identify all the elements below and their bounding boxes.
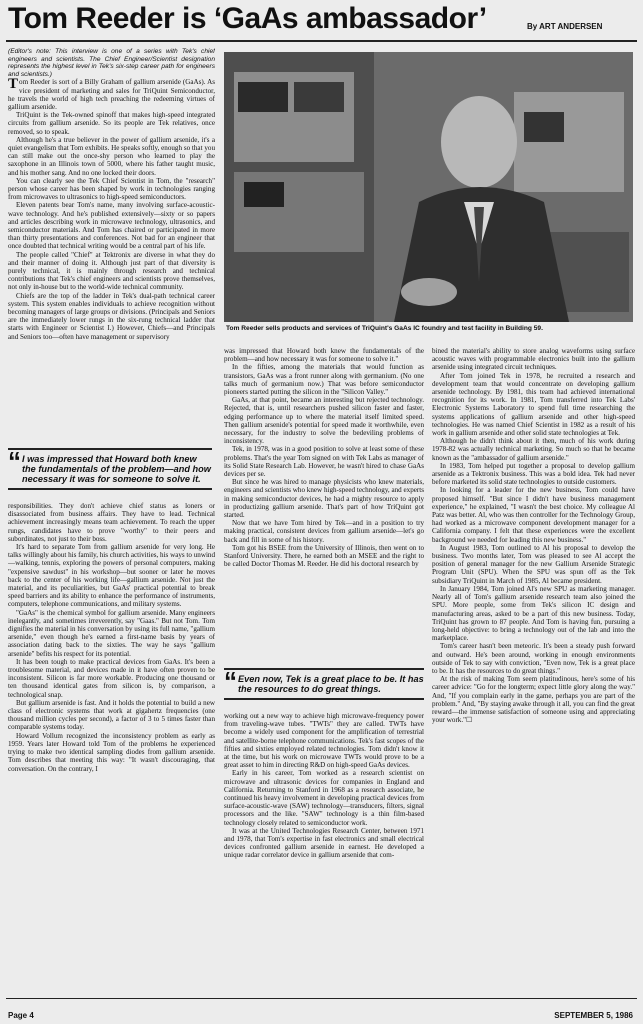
header-rule xyxy=(6,40,637,42)
paragraph: bined the material's ability to store analog waveforms using surface acoustic waves with programmable electronics built into the gallium arsenide using integrated circuit techniques. xyxy=(432,347,635,372)
headline: Tom Reeder is ‘GaAs ambassador’ xyxy=(8,2,487,35)
paragraph: You can clearly see the Tek Chief Scientist in Tom, the "research" person whose career has been shaped by work in technologies ranging from microwaves to ultrasonics to high-speed semiconductors. xyxy=(8,176,215,202)
paragraph: was impressed that Howard both knew the fundamentals of the problem—and how necessary it was for someone to solve it." xyxy=(224,347,424,364)
photo-tom-reeder xyxy=(224,52,633,322)
page-number: Page 4 xyxy=(8,1011,34,1020)
column-1-bottom xyxy=(8,502,215,994)
paragraph: responsibilities. They don't achieve chief status as loners or disassociated from business affairs. They have to lead. Technical achievement increasingly means team achievement. To reach the upper rungs, candidates have to prove "worthy" to their peers and subordinates, not just to their boss. xyxy=(8,502,215,543)
pull-quote-howard: “ I was impressed that Howard both knew the fundamentals of the problem—and how necessary it was for someone to solve it. xyxy=(8,448,212,490)
footer-rule xyxy=(6,998,637,999)
paragraph: Although he didn't think about it then, much of his work during 1978-82 was actually technical marketing. So much so that he became known as the "ambassador of gallium arsenide." xyxy=(432,437,635,462)
paragraph: At the risk of making Tom seem platitudinous, here's some of his career advice: "Go for the longterm; expect little glory along the way." And, "If you complain early in the game, perhaps you are part of the problem." And, "By staying awake through it all, you can find the great reward—the immense satisfaction of someone using and appreciating your work."☐ xyxy=(432,675,635,725)
paragraph: In January 1984, Tom joined Al's new SPU as marketing manager. Nearly all of Tom's gallium arsenide research team also joined the SPU. More people, some from Tek's silicon IC design and manufacturing areas, asked to be a part of this new business. Today, TriQuint has grown to 87 people. And Tom is having fun, pursuing a long-held objective: to bring a technology out of the lab and into the marketplace. xyxy=(432,584,635,643)
editors-note: (Editor's note: This interview is one of a series with Tek's chief engineers and scientists. The Chief Engineer/Scientist designation represents the highest level in Tek's six-step career path for engineers and scientists.) xyxy=(8,48,215,78)
column-1-top xyxy=(8,48,215,440)
paragraph: But gallium arsenide is fast. And it holds the potential to build a new class of electronic systems that work at gigahertz frequencies (one thousand million cycles per second), a factor of 3 to 5 times faster than comparable systems today. xyxy=(8,698,215,732)
byline: By ART ANDERSEN xyxy=(527,22,603,31)
paragraph: In looking for a leader for the new business, Tom could have proposed himself. "But since I didn't have business management experience," he explained, "I wasn't the best choice. My colleague Al Patz was better. Al, who was then controller for the Technology Group, had worked as a microwave component development manager for a California company. I felt that these experiences were the excellent background we needed for leading this new business." xyxy=(432,486,635,544)
column-2-bottom xyxy=(224,712,424,994)
paragraph: Howard Vollum recognized the inconsistency problem as early as 1959. Years later Howard told Tom of the problems he experienced trying to make two identical sampling diodes from gallium arsenide. Tom describes that meeting this way: "It wasn't discouraging, that conversation. On the contrary, I xyxy=(8,731,215,773)
paragraph: Chiefs are the top of the ladder in Tek's dual-path technical career system. This system enables individuals to achieve recognition without becoming managers of large groups or divisions. (Principals and Seniors are the immediately lower rungs in the six-rung technical ladder that starts with Engineer or Scientist I.) However, Chiefs—and Principals and Seniors too—often have management or supervisory xyxy=(8,291,215,341)
paragraph: In 1983, Tom helped put together a proposal to develop gallium arsenide as a Tektronix business. This was a bold idea. Tek had never before marketed its solid state technologies to outside customers. xyxy=(432,461,635,487)
paragraph: It was at the United Technologies Research Center, between 1971 and 1978, that Tom's expertise in fast electronics and small electrical devices confronted gallium arsenide in earnest. He developed a unique radar correlator device in gallium arsenide that com- xyxy=(224,826,424,860)
paragraph: GaAs, at that point, became an interesting but rejected technology. Rejected, that is, until researchers pushed silicon faster and faster, edging performance up to where the material itself limited speed. Then gallium arsenide's potential for speed made it worthwhile, even necessary, for the industry to solve the bedeviling problems of inconsistency. xyxy=(224,396,424,446)
paragraph: TriQuint is the Tek-owned spinoff that makes high-speed integrated circuits from gallium arsenide. So its people are Tek relatives, once removed, so to speak. xyxy=(8,111,215,136)
paragraph: The people called "Chief" at Tektronix are diverse in what they do and their manner of doing it. Although just part of that diversity is purely technical, it is mainly through research and technical contributions that Tek's chief engineers and scientists prove themselves, not only in-house but to the world-wide technical community. xyxy=(8,250,215,292)
paragraph: Tek, in 1978, was in a good position to solve at least some of these problems. That's the year Tom signed on with Tek Labs as manager of its Solid State Research Lab. However, he wasn't hired to chase GaAs devices per se. xyxy=(224,445,424,479)
paragraph: Eleven patents bear Tom's name, many involving surface-acoustic-wave technology. And he's published extensively—sixty or so papers and articles describing work in microwave technology, ultrasonics, and semiconductor materials. And Tom has chaired or participated in more than thirty presentations and conferences. Not bad for an engineer that once doubted that technical writing would be a central part of his life. xyxy=(8,201,215,251)
paragraph: Tom's career hasn't been meteoric. It's been a steady push forward and outward. He's been around, working in enough environments outside of Tek to say with conviction, "Even now, Tek is a great place to be. It has the resources to do great things." xyxy=(432,642,635,675)
paragraph: It's hard to separate Tom from gallium arsenide for very long. He talks willingly about his family, his church activities, his ways to unwind—walking, tennis, exploring the powers of personal computers, making "expensive sawdust" in his workshop—but sooner or later he moves back to the center of his working life—gallium arsenide. Not just the material, and its peculiarities, but GaAs' practical potential to break speed barriers and its ability to enhance the performance of instruments, computers, telephone communications, and military systems. xyxy=(8,543,215,609)
issue-date: SEPTEMBER 5, 1986 xyxy=(554,1011,633,1020)
paragraph: It has been tough to make practical devices from GaAs. It's been a troublesome material, and devices made in it have often proven to be inconsistent. Silicon is far more workable. Producing one thousand or ten thousand identical gates from silicon is, by comparison, a technological snap. xyxy=(8,657,215,699)
column-2-top xyxy=(224,347,424,662)
paragraph: In the fifties, among the materials that would function as transistors, GaAs was a front runner along with germanium. (No one talks much of germanium now.) That was before semiconductor pioneers started putting the silicon in the "Silicon Valley." xyxy=(224,363,424,397)
column-3 xyxy=(432,347,635,994)
paragraph: In August 1983, Tom outlined to Al his proposal to develop the business. Two months later, Tom was pleased to see Al accept the position of general manager for the new Gallium Arsenide Strategic Program Unit (SPU). When the SPU was spun off as the Tek subsidiary TriQuint in March of 1985, Al became president. xyxy=(432,543,635,585)
photo-illustration xyxy=(224,52,633,322)
photo-caption: Tom Reeder sells products and services of TriQuint's GaAs IC foundry and test facility in Building 59. xyxy=(226,325,543,332)
quote-mark-icon: “ xyxy=(224,666,237,696)
paragraph: Tom got his BSEE from the University of Illinois, then went on to Stanford University. There, he earned both an MSEE and the right to be called Doctor Thomas M. Reeder. He did his doctoral research by xyxy=(224,543,424,569)
paragraph: Now that we have Tom hired by Tek—and in a position to try making practical, consistent devices from gallium arsenide—let's go back and fill in some of his history. xyxy=(224,519,424,544)
paragraph: Early in his career, Tom worked as a research scientist on microwave and ultrasonic devices for companies in England and California. Returning to Stanford in 1968 as a research associate, he continued his heavy involvement in developing practical devices from surface-acoustic-wave (SAW) technology—transducers, filters, signal processors and the like. "SAW" technology is a thin film-based technology closely related to semiconductor work. xyxy=(224,769,424,827)
paragraph: After Tom joined Tek in 1978, he recruited a research and development team that would concentrate on developing gallium arsenide technology. By 1981, this team had achieved international recognition for its work. In 1981, Tom transferred into Tek Labs' Electronic Systems Laboratory to spend full time researching the systems applications of gallium arsenide and other high-speed technologies. He was named Chief Scientist in 1982 as a result of his work in gallium arsenide and other solid state technologies at Tek. xyxy=(432,371,635,438)
paragraph: Tom Reeder is sort of a Billy Graham of gallium arsenide (GaAs). As vice president of marketing and sales for TriQuint Semiconductor, he travels the world of high tech preaching the redeeming virtues of gallium arsenide. xyxy=(8,76,215,111)
drop-cap: T xyxy=(8,76,19,93)
paragraph: But since he was hired to manage physicists who knew materials, engineers and scientists who knew high-speed technology, and experts in making semiconductor devices, he had a mighty resource to apply in productizing gallium arsenide. That's part of how TriQuint got started. xyxy=(224,478,424,520)
paragraph: working out a new way to achieve high microwave-frequency power from traveling-wave tubes. "TWTs" they are called. TWTs have become a widely used component for the amplification of terrestrial and satellite-borne telephone communications. Tek's fast scopes of the fifties and sixties employed related technologies. Tom didn't know it at the time, but his work on microwave TWTs would prove to be a great asset to him in directing R&D on high-speed GaAs devices. xyxy=(224,712,424,770)
paragraph: "GaAs" is the chemical symbol for gallium arsenide. Many engineers inelegantly, and sometimes irreverently, say "Gaas." But not Tom. Tom dignifies the material in his conversation by using its full name, "gallium arsenide," even though he's earned a first-name basis by years of association dating back to the sixties. The way he says "gallium arsenide" befits his respect for its potential. xyxy=(8,608,215,658)
paragraph: Although he's a true believer in the power of gallium arsenide, it's a quiet evangelism that Tom exhibits. He speaks softly, enough so that you can still make out the once-shy person who learned to play the saxophone in an Illinois town of 5000, where his father taught music, and his mother sang. And no one locked their doors. xyxy=(8,135,215,177)
pull-quote-tek: “ Even now, Tek is a great place to be. It has the resources to do great things. xyxy=(224,668,424,700)
quote-mark-icon: “ xyxy=(8,446,21,476)
